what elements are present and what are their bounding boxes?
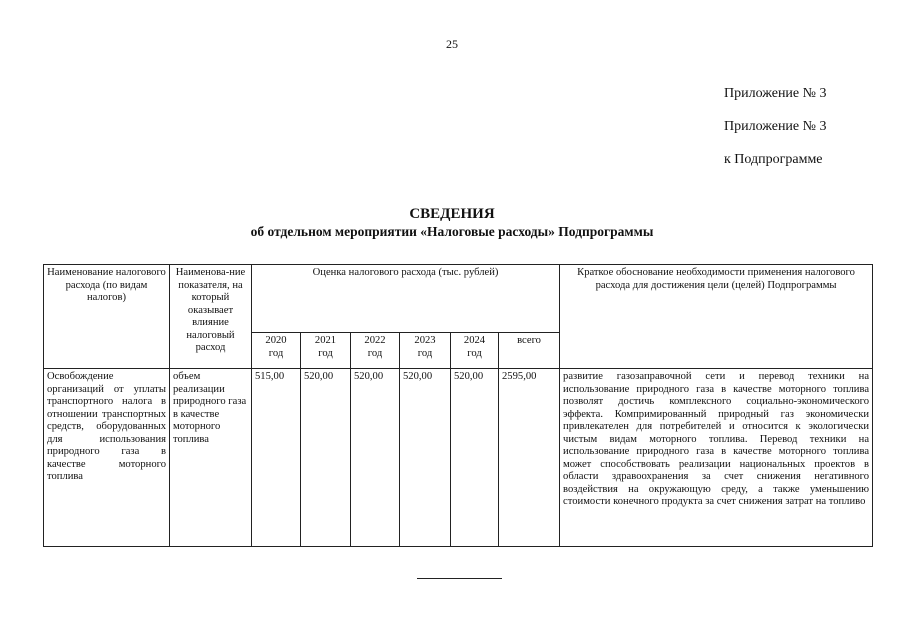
header-year-2022: 2022 год (351, 333, 400, 369)
cell-value-total: 2595,00 (499, 369, 560, 547)
cell-justification: развитие газозаправочной сети и перевод техники на использование природного газа в качестве моторного топлива позволят достичь комплексного социально-экономического эффекта. Компримированный природный газ экономически привлекателен для потребителей и относится к экологически чистым видам моторного топлива. Перевод техники на использование природного газа в качестве моторного топлива может способствовать реализации национальных проектов в области здравоохранения за счет снижения негативного воздействия на окружающую среду, а также уменьшению стоимости конечного продукта за счет снижения затрат на топливо (560, 369, 873, 547)
table-row (44, 369, 873, 547)
footer-divider (417, 578, 502, 579)
cell-value-2022: 520,00 (351, 369, 400, 547)
page-number: 25 (446, 37, 458, 51)
cell-value-2024: 520,00 (451, 369, 499, 547)
cell-value-2020: 515,00 (252, 369, 301, 547)
cell-value-2021: 520,00 (301, 369, 351, 547)
header-indicator: Наименова-ние показателя, на который оказывает влияние налоговый расход (170, 265, 252, 369)
header-year-2021: 2021 год (301, 333, 351, 369)
header-year-2024: 2024 год (451, 333, 499, 369)
header-justification: Краткое обоснование необходимости применения налогового расхода для достижения цели (целей) Подпрограммы (560, 265, 873, 369)
header-year-2020: 2020 год (252, 333, 301, 369)
document-title: СВЕДЕНИЯ (409, 206, 495, 222)
appendix-subprogram-ref: к Подпрограмме (724, 152, 823, 167)
header-year-2023: 2023 год (400, 333, 451, 369)
header-total: всего (499, 333, 560, 369)
cell-value-2023: 520,00 (400, 369, 451, 547)
appendix-label-repeat: Приложение № 3 (724, 119, 827, 134)
appendix-label: Приложение № 3 (724, 86, 827, 101)
tax-expenditure-table (43, 264, 873, 547)
header-estimate: Оценка налогового расхода (тыс. рублей) (252, 265, 560, 333)
document-subtitle: об отдельном мероприятии «Налоговые расходы» Подпрограммы (250, 224, 654, 239)
cell-tax-expenditure-name: Освобождение организаций от уплаты транспортного налога в отношении транспортных средств, оборудованных для использования природного газа в качестве моторного топлива (44, 369, 170, 547)
header-tax-expenditure-name: Наименование налогового расхода (по видам налогов) (44, 265, 170, 369)
cell-indicator: объем реализации природного газа в качестве моторного топлива (170, 369, 252, 547)
